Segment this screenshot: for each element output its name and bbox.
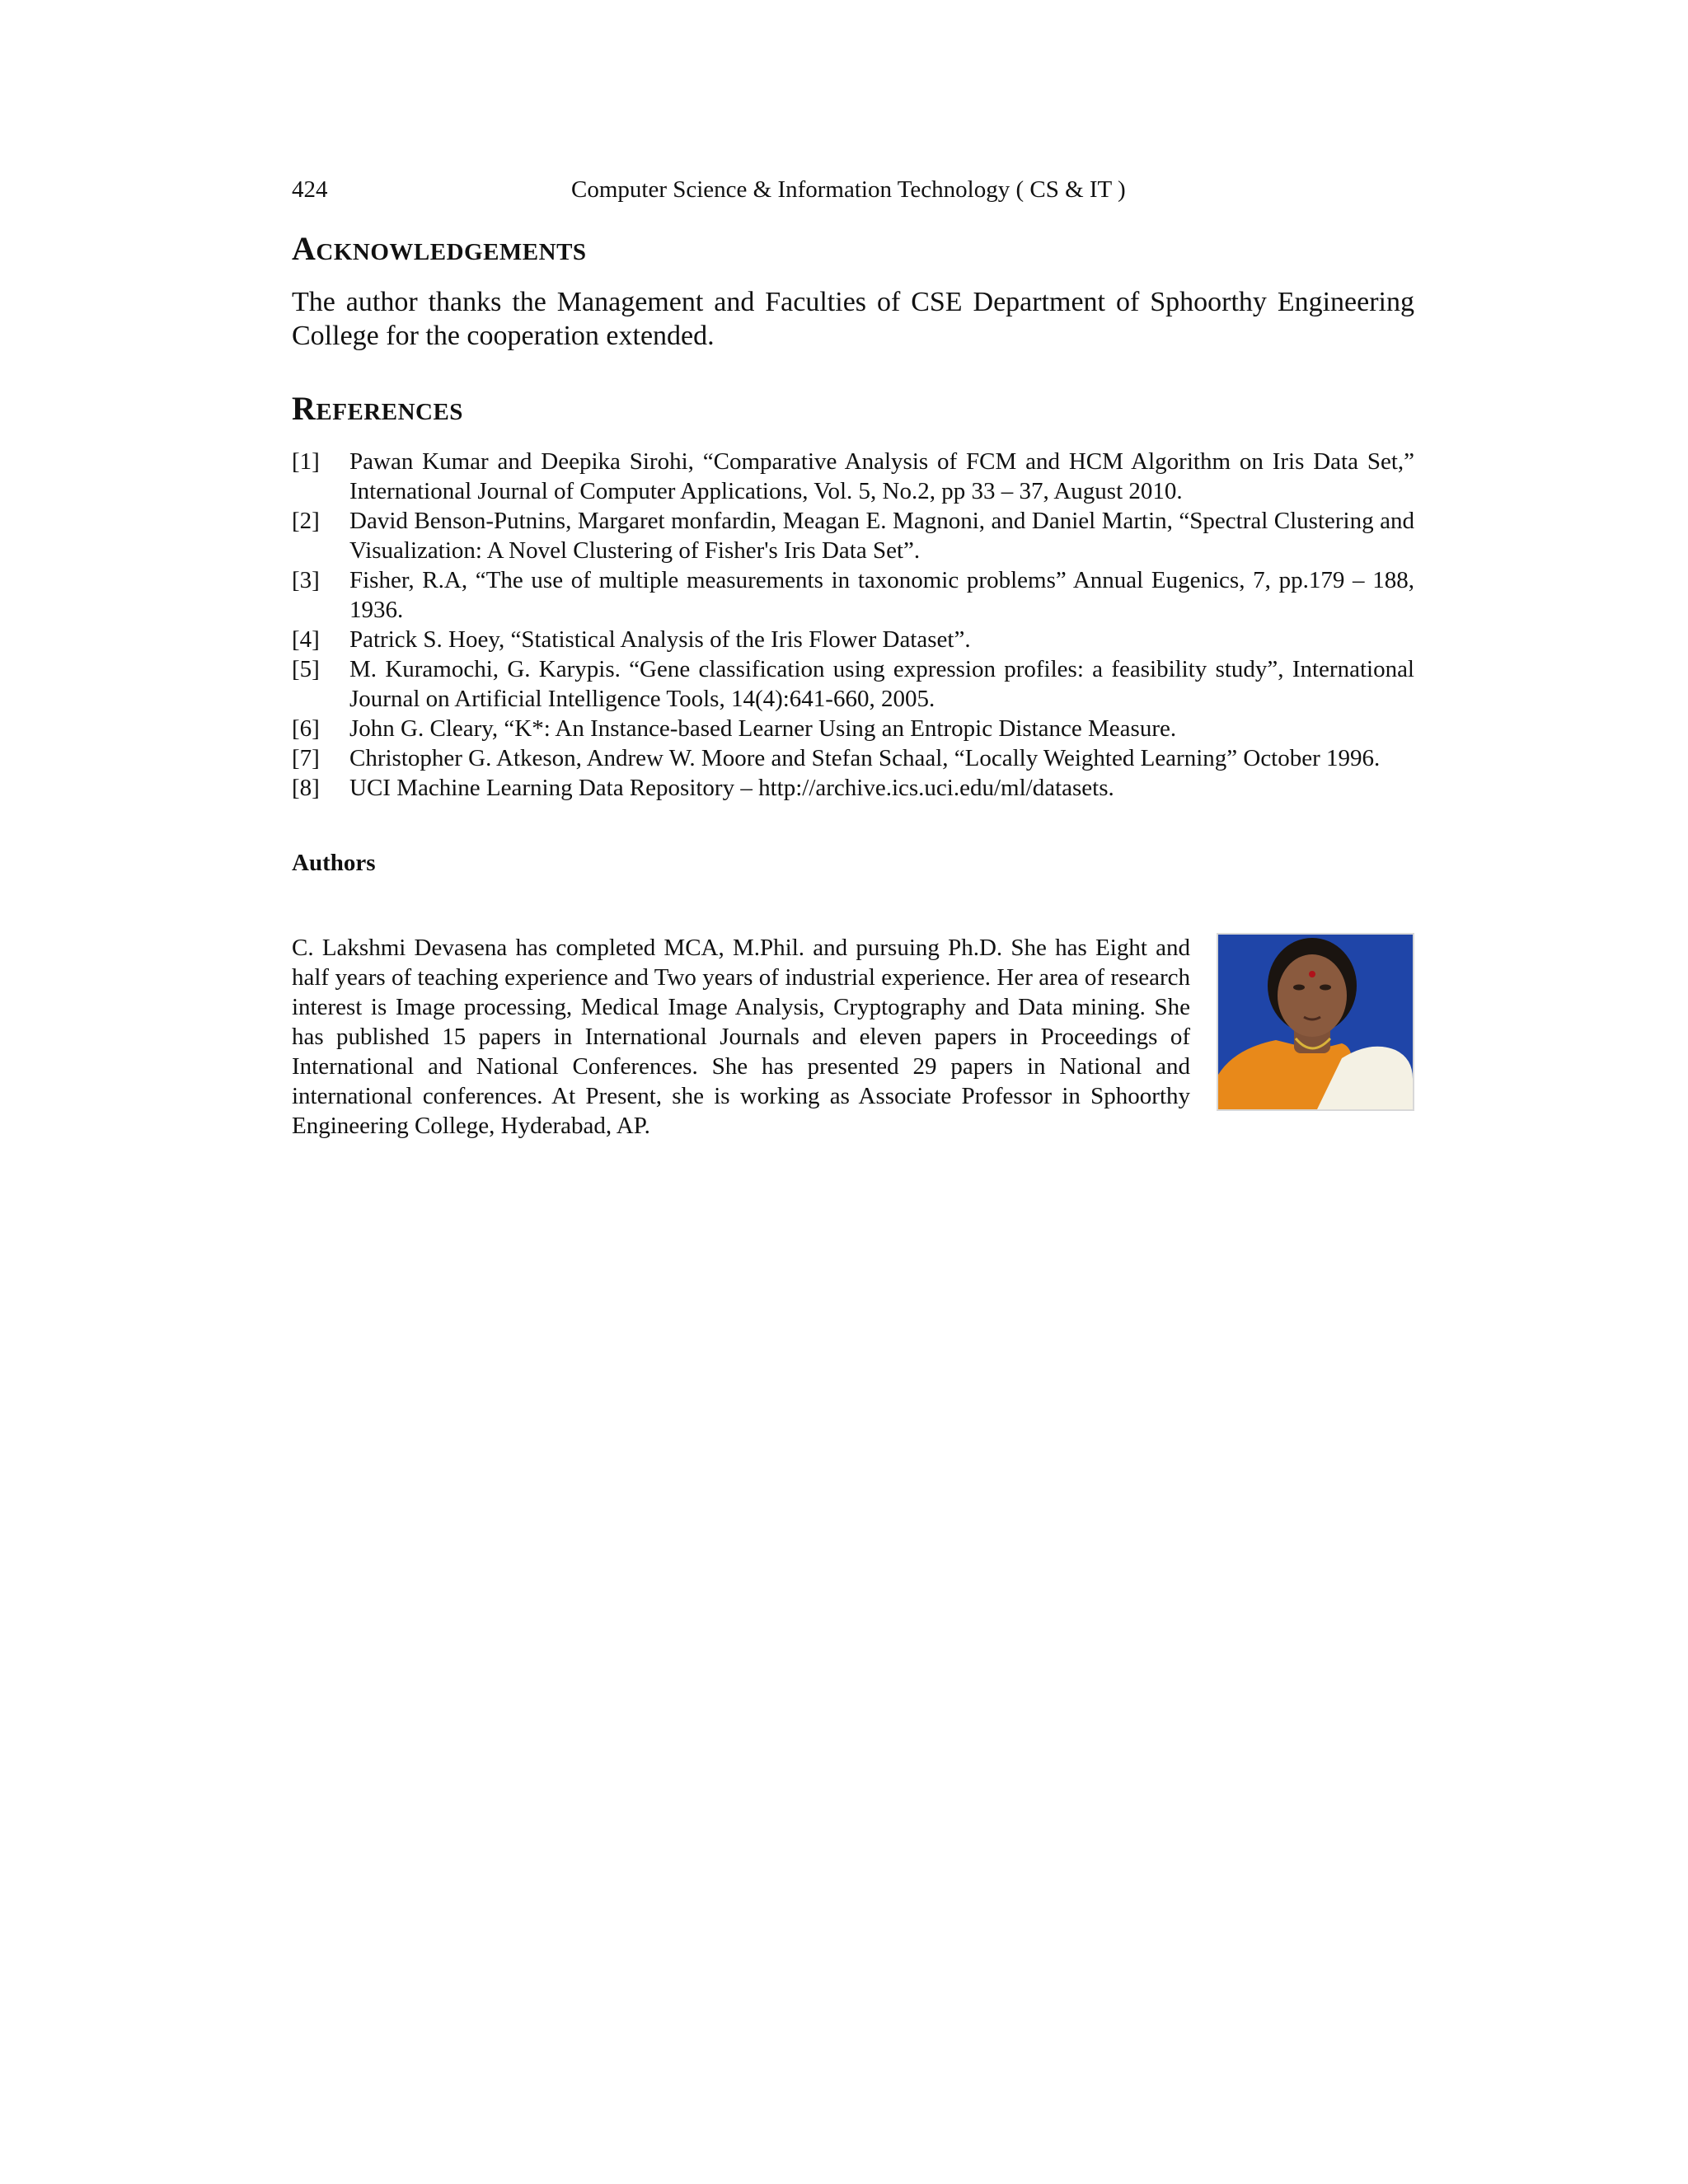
left-eye (1293, 985, 1305, 991)
reference-item (292, 506, 1414, 565)
reference-item (292, 654, 1414, 714)
reference-number: [5] (292, 656, 320, 682)
reference-number: [4] (292, 626, 320, 653)
authors-heading: Authors (292, 850, 376, 876)
reference-text: M. Kuramochi, G. Karypis. “Gene classification using expression profiles: a feasibility study”, International Journal on Artificial Intelligence Tools, 14(4):641-660, 2005. (349, 656, 1414, 712)
journal-title: Computer Science & Information Technology ( CS & IT ) (571, 176, 1126, 203)
author-bio: C. Lakshmi Devasena has completed MCA, M.Phil. and pursuing Ph.D. She has Eight and half years of teaching experience and Two years of industrial experience. Her area of research interest is Image processing, Medical Image Analysis, Cryptography and Data mining. She has published 15 papers in International Journals and eleven papers in Proceedings of International and National Conferences. She has presented 29 papers in National and international conferences. At Present, she is working as Associate Professor in Sphoorthy Engineering College, Hyderabad, AP. (292, 935, 1190, 1139)
running-header (292, 171, 1414, 208)
bindi (1309, 971, 1315, 977)
acknowledgements-heading: ACKNOWLEDGEMENTS (292, 230, 587, 267)
author-block (292, 933, 1414, 1141)
acknowledgements-text: The author thanks the Management and Faculties of CSE Department of Sphoorthy Engineering College for the cooperation extended. (292, 287, 1414, 351)
reference-number: [1] (292, 448, 320, 475)
reference-item (292, 447, 1414, 506)
reference-item (292, 743, 1414, 773)
reference-text: David Benson-Putnins, Margaret monfardin, Meagan E. Magnoni, and Daniel Martin, “Spectral Clustering and Visualization: A Novel Clustering of Fisher's Iris Data Set”. (349, 508, 1414, 564)
reference-item (292, 565, 1414, 625)
reference-text: Christopher G. Atkeson, Andrew W. Moore and Stefan Schaal, “Locally Weighted Learning” October 1996. (349, 745, 1381, 771)
reference-number: [2] (292, 508, 320, 534)
author-photo (1217, 933, 1414, 1111)
reference-number: [6] (292, 715, 320, 742)
page-number: 424 (292, 176, 328, 203)
reference-item (292, 625, 1414, 654)
reference-item (292, 773, 1414, 803)
reference-number: [3] (292, 567, 320, 593)
reference-text: John G. Cleary, “K*: An Instance-based Learner Using an Entropic Distance Measure. (349, 715, 1177, 742)
paper-page (292, 171, 1414, 1141)
reference-number: [7] (292, 745, 320, 771)
reference-number: [8] (292, 775, 320, 801)
reference-text: UCI Machine Learning Data Repository – http://archive.ics.uci.edu/ml/datasets. (349, 775, 1114, 801)
reference-text: Fisher, R.A, “The use of multiple measurements in taxonomic problems” Annual Eugenics, 7, pp.179 – 188, 1936. (349, 567, 1414, 623)
references-list (292, 447, 1414, 803)
reference-text: Pawan Kumar and Deepika Sirohi, “Comparative Analysis of FCM and HCM Algorithm on Iris Data Set,” International Journal of Computer Applications, Vol. 5, No.2, pp 33 – 37, August 2010. (349, 448, 1414, 504)
right-eye (1320, 985, 1331, 991)
references-heading: REFERENCES (292, 390, 463, 427)
author-portrait-image (1218, 935, 1413, 1109)
face (1278, 954, 1347, 1037)
reference-item (292, 714, 1414, 743)
reference-text: Patrick S. Hoey, “Statistical Analysis of the Iris Flower Dataset”. (349, 626, 971, 653)
